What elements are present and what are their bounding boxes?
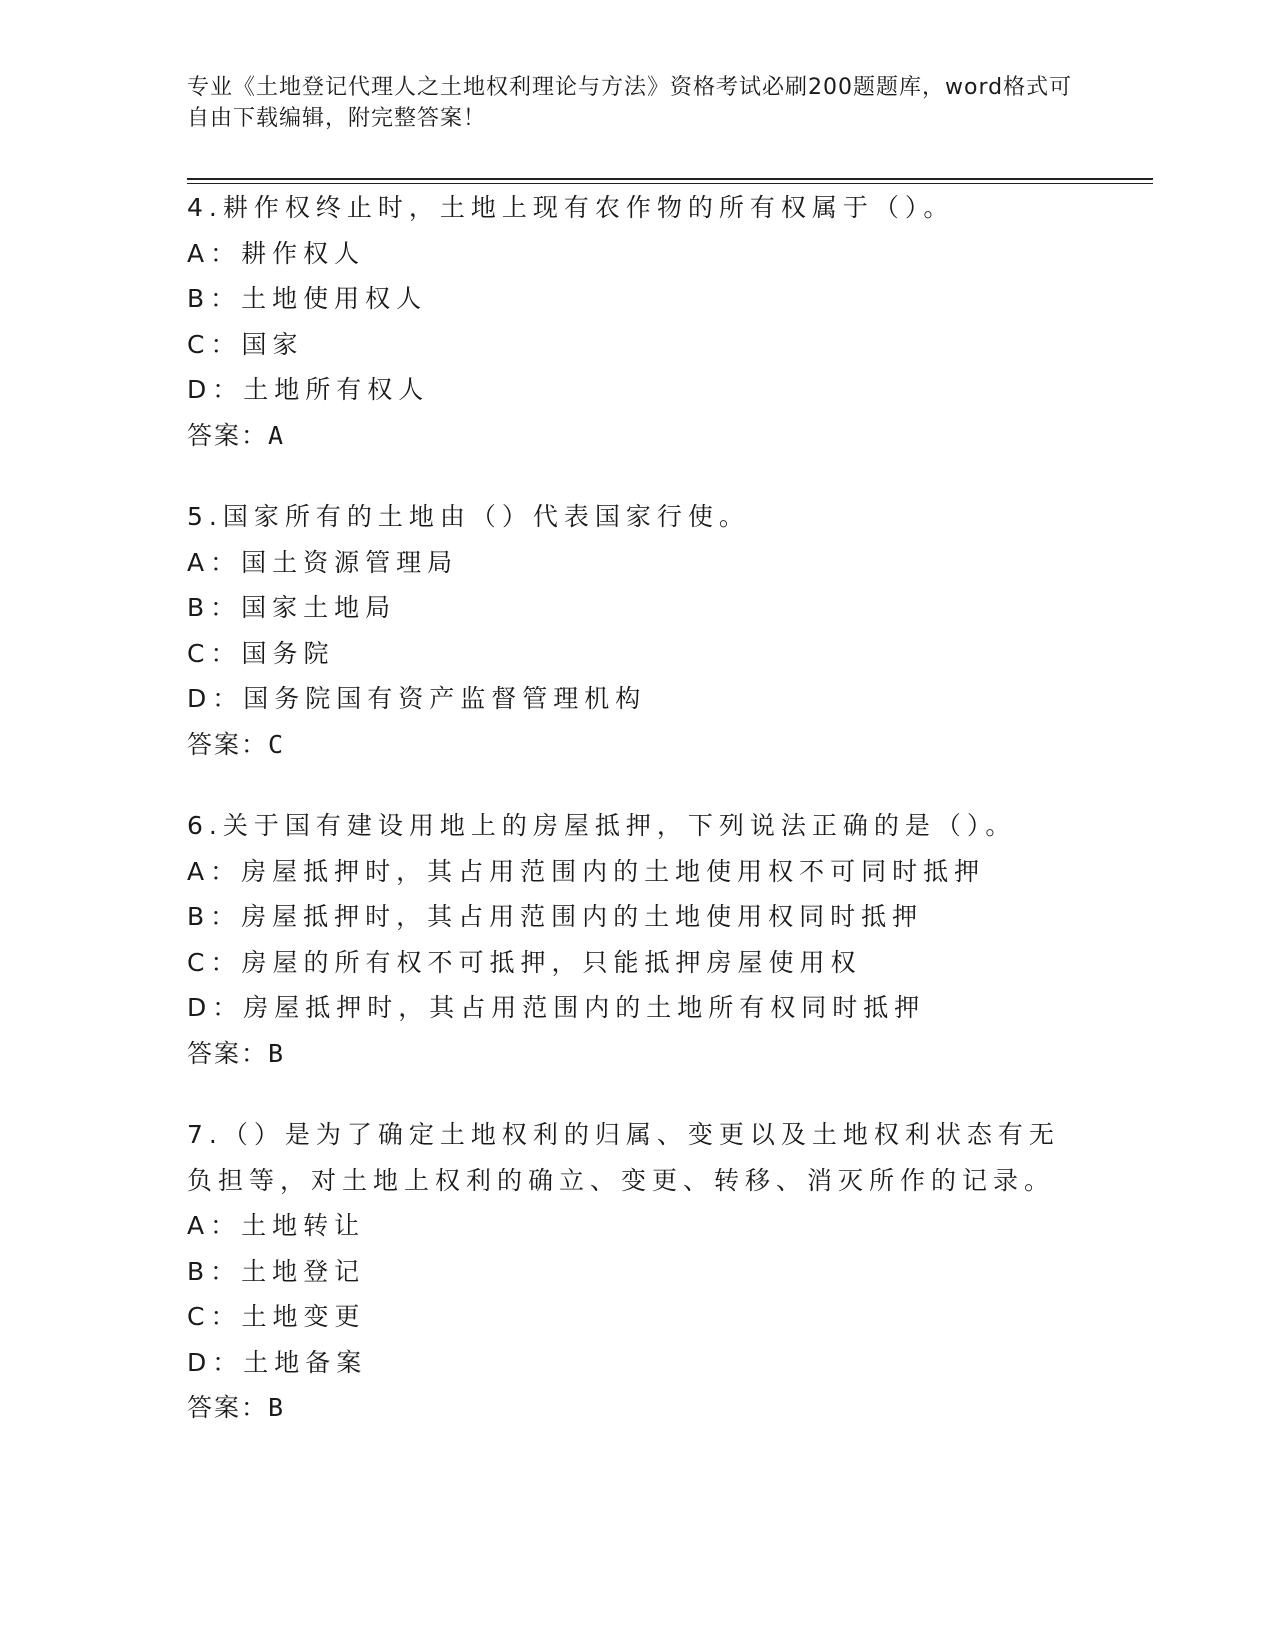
header-divider (187, 178, 1153, 180)
option-d: D：房屋抵押时，其占用范围内的土地所有权同时抵押 (187, 993, 926, 1022)
option-c: C：国家 (187, 329, 304, 359)
question-text: 6.关于国有建设用地上的房屋抵押，下列说法正确的是（）。 (187, 811, 1017, 840)
option-c: C：国务院 (187, 638, 335, 668)
option-c: C：房屋的所有权不可抵押，只能抵押房屋使用权 (187, 947, 862, 977)
document-header: 专业《土地登记代理人之土地权利理论与方法》资格考试必刷200题题库，word格式可自由下载编辑，附完整答案！ (187, 75, 1073, 131)
question-list (187, 185, 1087, 1467)
option-d: D：国务院国有资产监督管理机构 (187, 684, 647, 713)
answer: 答案：C (187, 729, 286, 759)
option-a: A：房屋抵押时，其占用范围内的土地使用权不可同时抵押 (187, 856, 986, 886)
question-4 (187, 185, 1087, 458)
option-a: A：土地转让 (187, 1211, 366, 1240)
question-text: 4.耕作权终止时，土地上现有农作物的所有权属于（）。 (187, 193, 955, 222)
option-d: D：土地所有权人 (187, 375, 430, 404)
option-a: A：耕作权人 (187, 238, 366, 268)
option-b: B：土地登记 (187, 1256, 366, 1286)
question-6 (187, 803, 1087, 1076)
question-text: 7.（）是为了确定土地权利的归属、变更以及土地权利状态有无负担等，对土地上权利的确立、变更、转移、消灭所作的记录。 (187, 1120, 1060, 1195)
question-text: 5.国家所有的土地由（）代表国家行使。 (187, 502, 750, 531)
option-a: A：国土资源管理局 (187, 547, 459, 577)
question-7 (187, 1112, 1087, 1431)
option-d: D：土地备案 (187, 1347, 368, 1377)
option-b: B：房屋抵押时，其占用范围内的土地使用权同时抵押 (187, 902, 924, 931)
option-b: B：土地使用权人 (187, 284, 428, 313)
answer: 答案：B (187, 1038, 286, 1068)
option-b: B：国家土地局 (187, 593, 397, 622)
option-c: C：土地变更 (187, 1302, 366, 1331)
answer: 答案：B (187, 1393, 286, 1422)
header-divider-thin (187, 183, 1153, 184)
question-5 (187, 494, 1087, 767)
answer: 答案：A (187, 420, 286, 450)
